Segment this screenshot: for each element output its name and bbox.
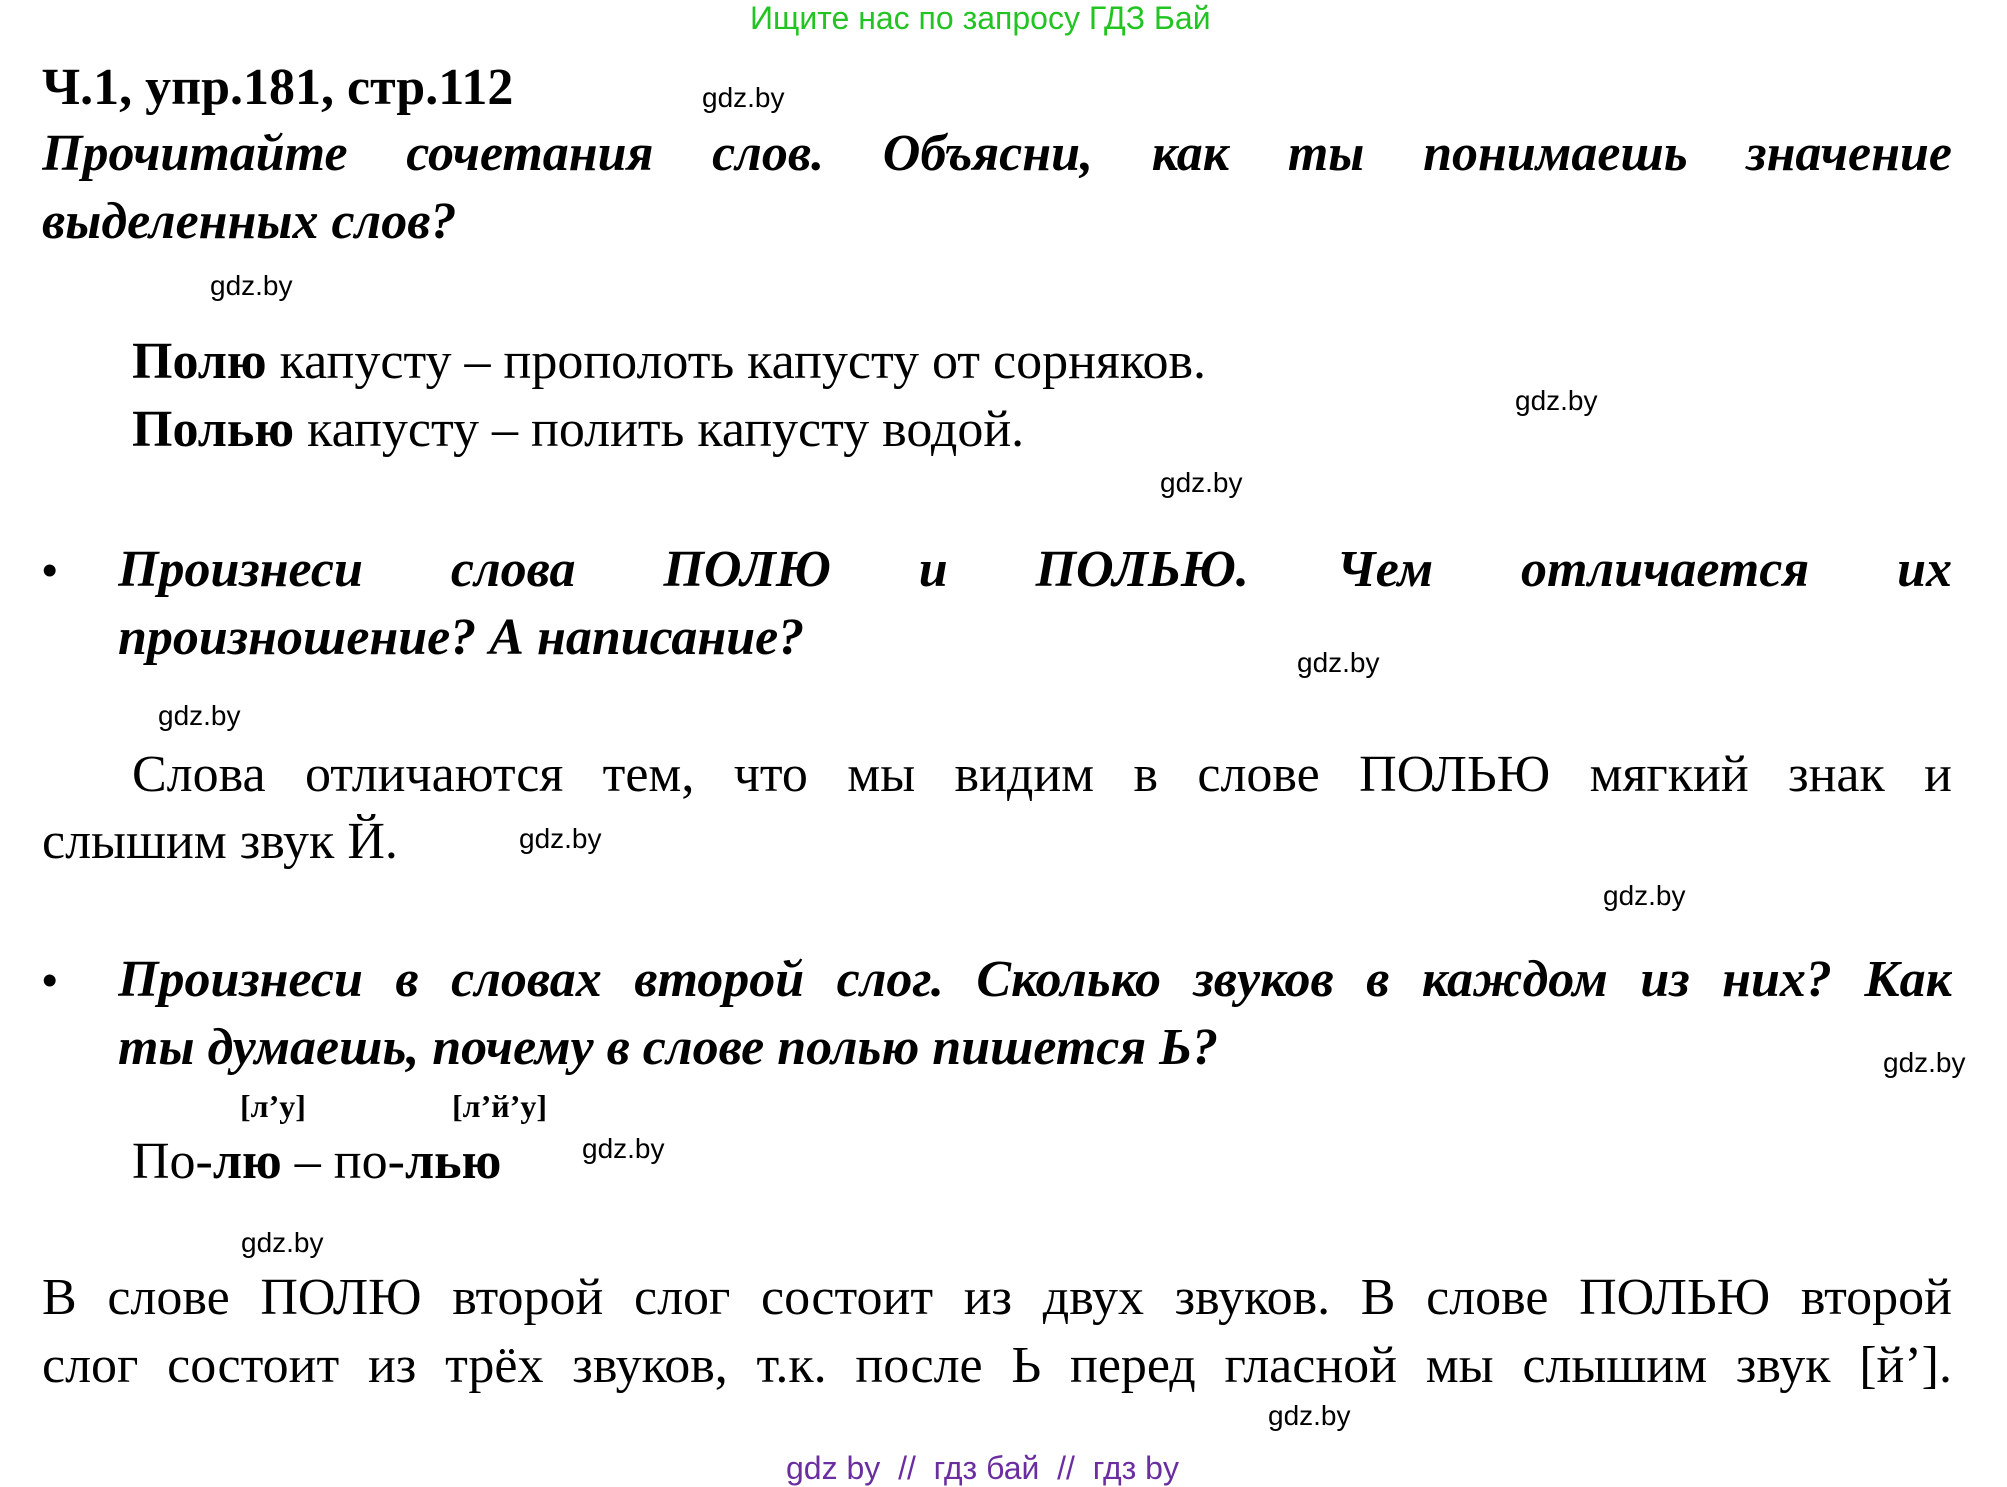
task-3-line-1: Произнеси в словах второй слог. Сколько звуков в каждом из них? Как xyxy=(118,951,1952,1008)
syllable-prefix: По- xyxy=(132,1133,213,1190)
top-banner: Ищите нас по запросу ГДЗ Бай xyxy=(750,0,1211,36)
watermark: gdz.by xyxy=(1883,1047,1966,1078)
bullet-task-3: • xyxy=(42,956,58,1005)
task-2-line-1: Произнеси слова ПОЛЮ и ПОЛЬЮ. Чем отличается их xyxy=(118,541,1952,598)
task-3-line-2: ты думаешь, почему в слове полью пишется Ь? xyxy=(118,1019,1219,1076)
watermark: gdz.by xyxy=(241,1227,324,1258)
watermark: gdz.by xyxy=(1603,880,1686,911)
transcription-left: [л’у] xyxy=(240,1088,306,1124)
bold-syllable: лью xyxy=(404,1133,502,1190)
bold-syllable: лю xyxy=(212,1133,282,1190)
answer-2-line-1: Слова отличаются тем, что мы видим в слове ПОЛЬЮ мягкий знак и xyxy=(132,746,1952,803)
footer-links: gdz by // гдз бай // гдз by xyxy=(786,1450,1179,1486)
exercise-heading: Ч.1, упр.181, стр.112 xyxy=(42,59,514,116)
pair-explanation: капусту – полить капусту водой. xyxy=(294,401,1025,458)
word-pair-2 xyxy=(132,400,1024,459)
watermark: gdz.by xyxy=(1297,647,1380,678)
watermark: gdz.by xyxy=(702,82,785,113)
task-2-line-2: произношение? А написание? xyxy=(118,609,805,666)
syllable-dash: – по- xyxy=(281,1133,405,1190)
bold-word: Полью xyxy=(132,401,295,458)
answer-3-line-1: В слове ПОЛЮ второй слог состоит из двух звуков. В слове ПОЛЬЮ второй xyxy=(42,1269,1952,1326)
answer-3-line-2: слог состоит из трёх звуков, т.к. после Ь перед гласной мы слышим звук [й’]. xyxy=(42,1337,1952,1394)
task-1-line-2: выделенных слов? xyxy=(42,193,457,250)
watermark: gdz.by xyxy=(210,270,293,301)
task-1-line-1: Прочитайте сочетания слов. Объясни, как ты понимаешь значение xyxy=(42,125,1952,182)
word-pair-1 xyxy=(132,332,1206,391)
pair-explanation: капусту – прополоть капусту от сорняков. xyxy=(266,333,1207,390)
watermark: gdz.by xyxy=(158,700,241,731)
syllable-split xyxy=(132,1132,501,1191)
transcription-right: [л’й’у] xyxy=(452,1088,548,1124)
watermark: gdz.by xyxy=(1515,385,1598,416)
answer-2-line-2: слышим звук Й. xyxy=(42,813,398,870)
bullet-task-2: • xyxy=(42,546,58,595)
bold-word: Полю xyxy=(132,333,267,390)
watermark: gdz.by xyxy=(519,823,602,854)
watermark: gdz.by xyxy=(1268,1400,1351,1431)
watermark: gdz.by xyxy=(582,1133,665,1164)
watermark: gdz.by xyxy=(1160,467,1243,498)
